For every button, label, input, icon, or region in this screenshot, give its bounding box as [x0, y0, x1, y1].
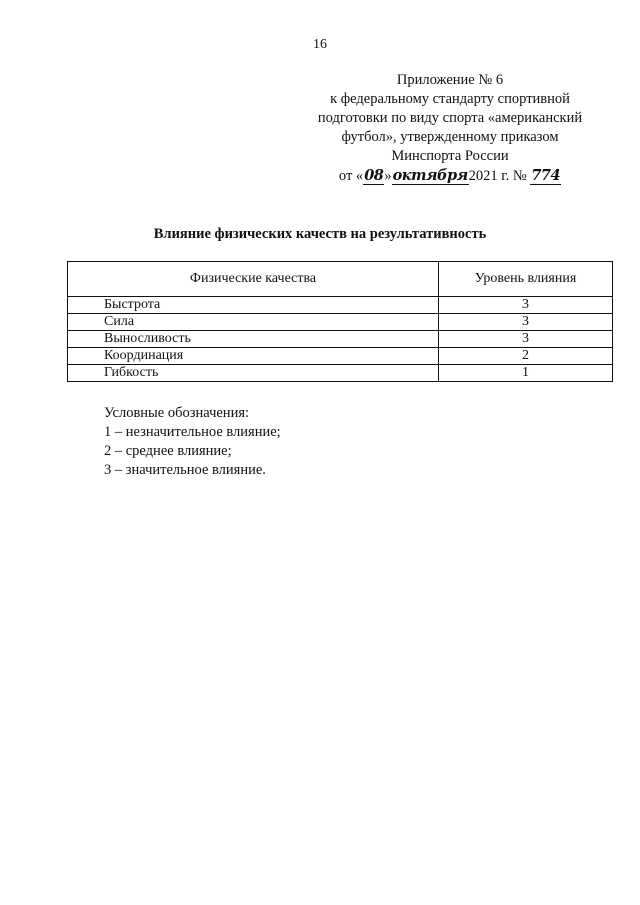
page-number: 16 — [313, 37, 327, 52]
appendix-line: футбол», утвержденному приказом — [341, 129, 559, 145]
date-suffix: 2021 г. № — [468, 168, 527, 184]
date-mid: » — [384, 168, 392, 184]
appendix-line: подготовки по виду спорта «американский — [317, 110, 583, 126]
date-prefix: от « — [338, 168, 364, 184]
table-header-row — [68, 262, 613, 297]
legend — [104, 404, 281, 480]
table-row — [68, 331, 613, 348]
quality-cell: Быстрота — [68, 297, 439, 314]
influence-table — [67, 261, 613, 382]
appendix-line: Минспорта России — [391, 148, 509, 164]
table-row — [68, 314, 613, 331]
level-cell: 2 — [439, 348, 613, 365]
handwritten-month: октября — [392, 167, 468, 184]
appendix-line: к федеральному стандарту спортивной — [330, 91, 570, 107]
legend-item: 1 – незначительное влияние; — [104, 424, 281, 440]
header-quality: Физические качества — [68, 262, 439, 297]
quality-cell: Выносливость — [68, 331, 439, 348]
table-row — [68, 348, 613, 365]
table-row — [68, 297, 613, 314]
level-cell: 3 — [439, 297, 613, 314]
handwritten-order-number: 774 — [531, 167, 561, 184]
appendix-title: Приложение № 6 — [396, 72, 504, 88]
level-cell: 3 — [439, 314, 613, 331]
level-cell: 3 — [439, 331, 613, 348]
appendix-header — [300, 71, 600, 186]
handwritten-day: 08 — [364, 167, 384, 184]
level-cell: 1 — [439, 365, 613, 382]
legend-item: 2 – среднее влияние; — [104, 443, 232, 459]
quality-cell: Сила — [68, 314, 439, 331]
header-level: Уровень влияния — [439, 262, 613, 297]
quality-cell: Гибкость — [68, 365, 439, 382]
legend-title: Условные обозначения: — [104, 405, 250, 421]
quality-cell: Координация — [68, 348, 439, 365]
order-date-line — [300, 166, 600, 186]
legend-item: 3 – значительное влияние. — [104, 462, 266, 478]
table-row — [68, 365, 613, 382]
table-title: Влияние физических качеств на результативность — [153, 226, 487, 242]
